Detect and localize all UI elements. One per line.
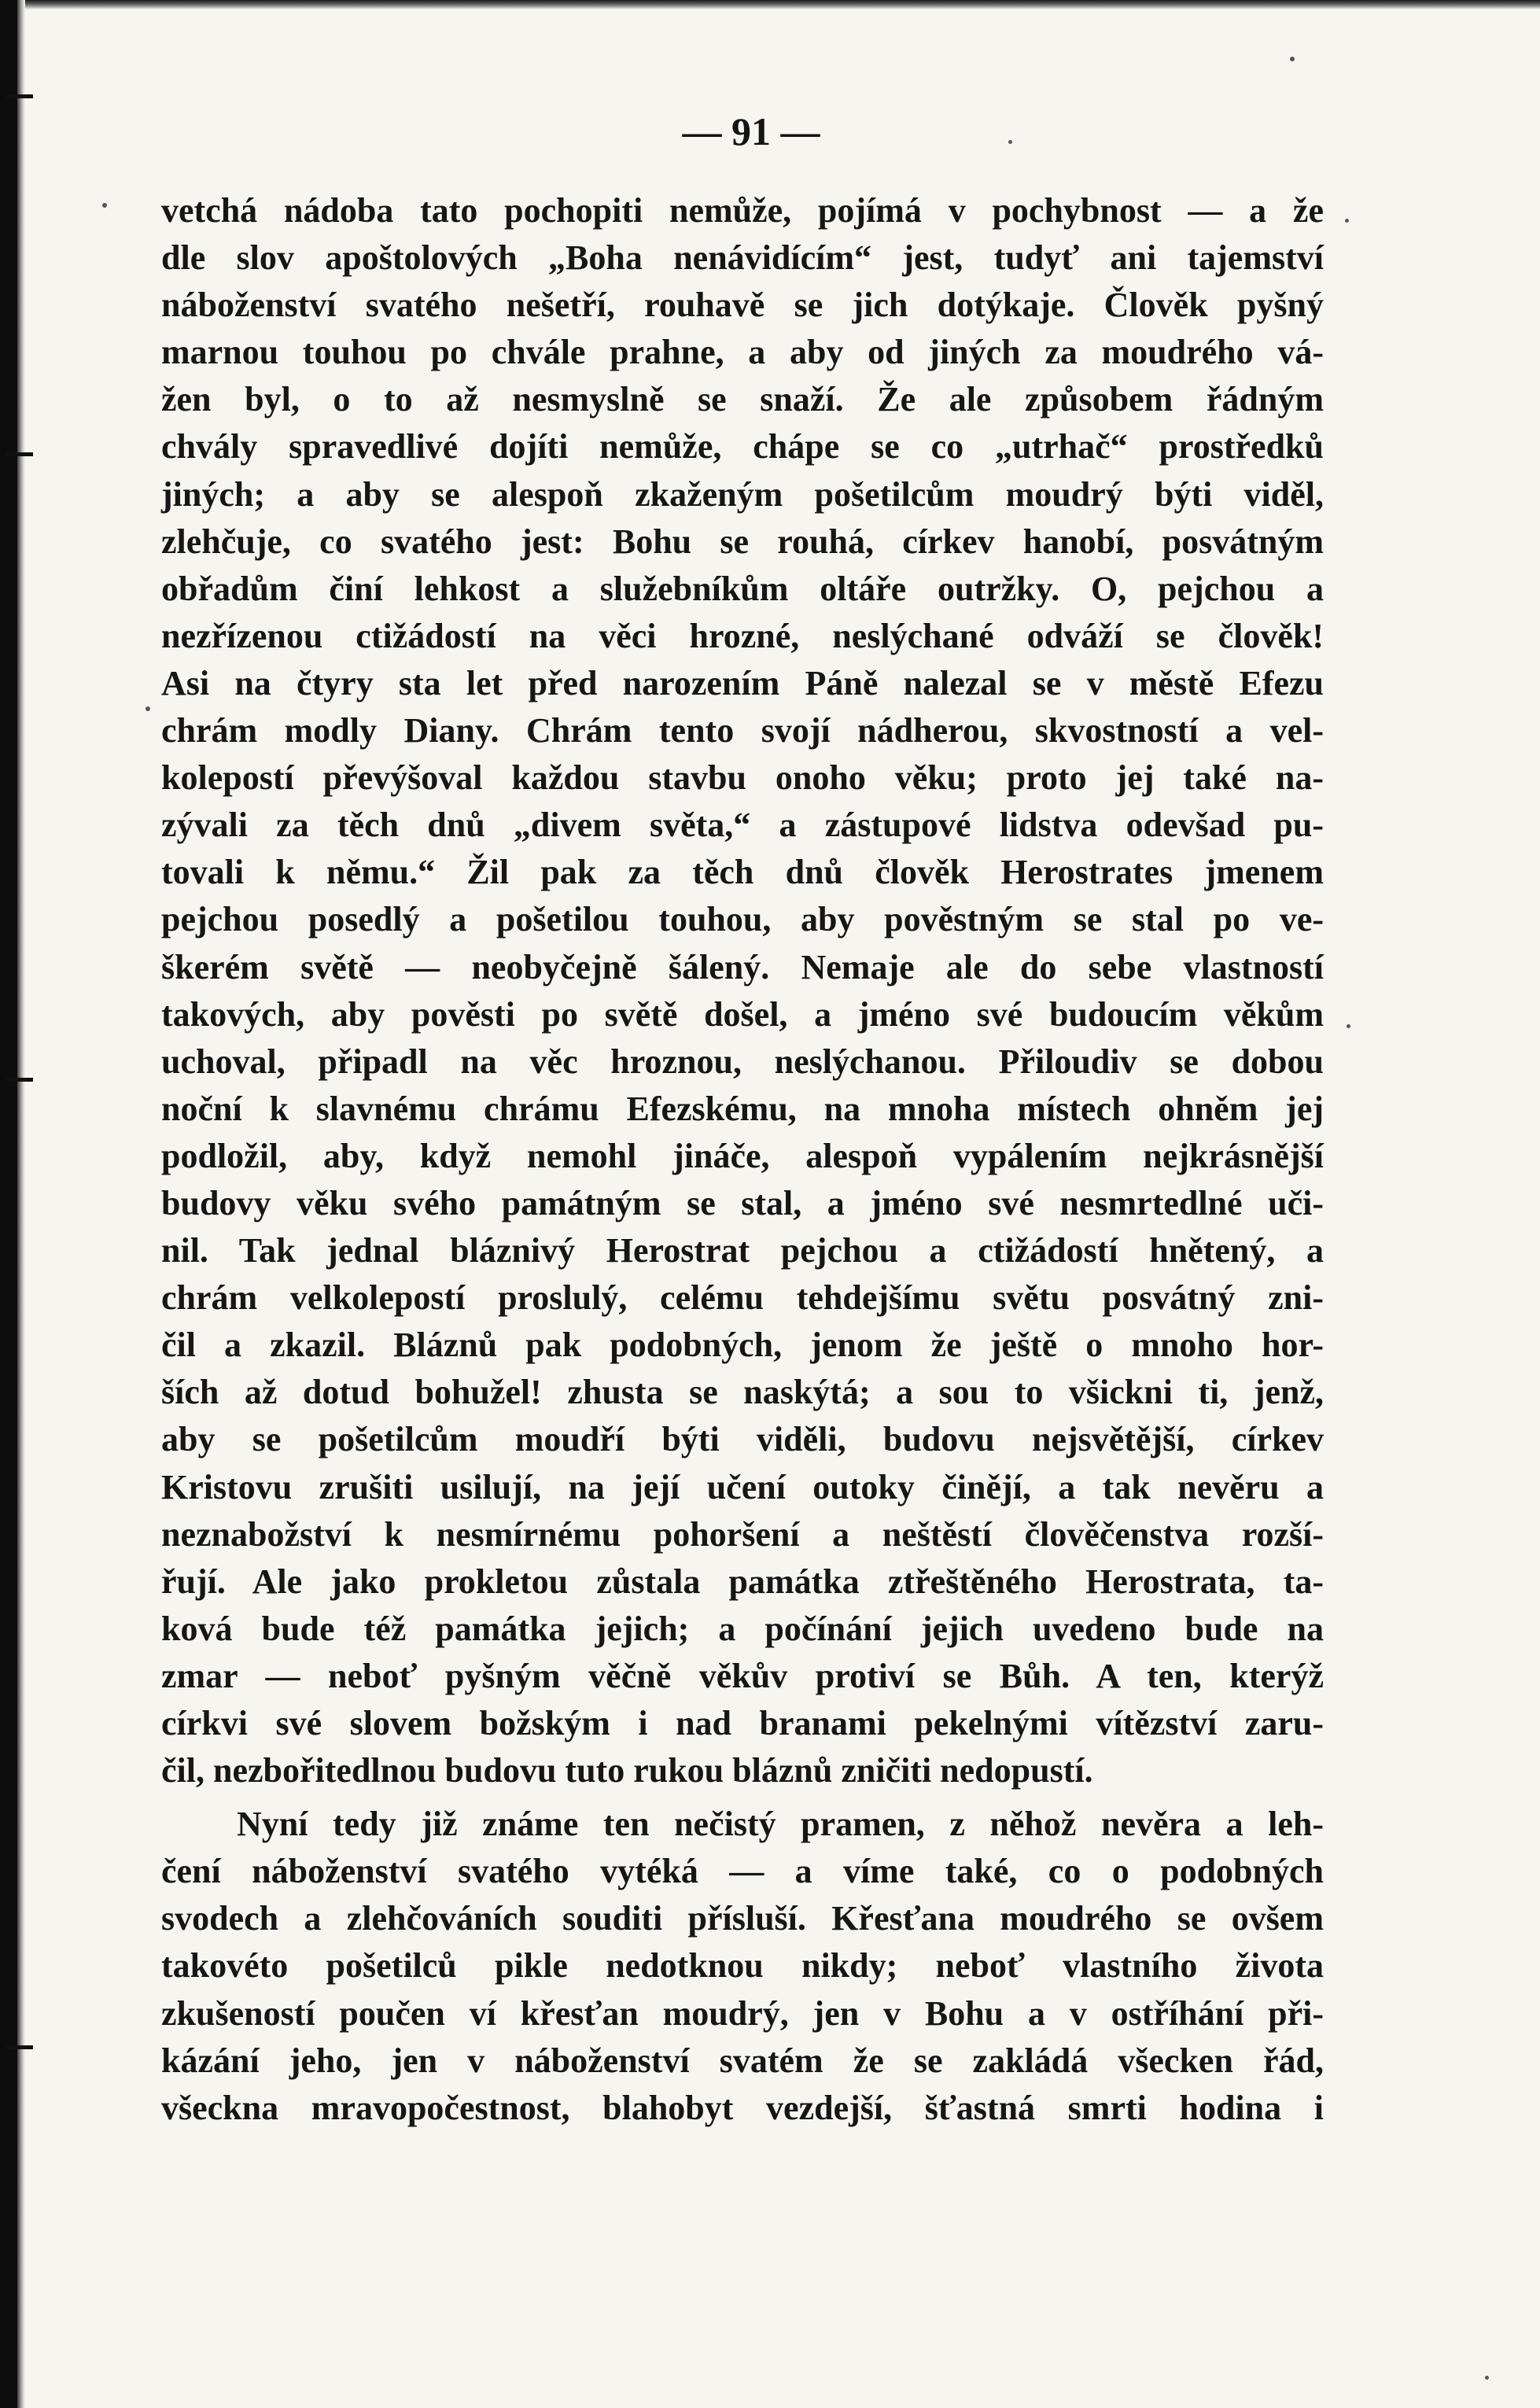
paragraph-2 — [161, 1801, 1324, 2132]
text-line: uchoval, připadl na věc hroznou, neslýchanou. Přiloudiv se dobou — [161, 1042, 1324, 1081]
text-line: zlehčuje, co svatého jest: Bohu se rouhá, církev hanobí, posvátným — [161, 522, 1324, 561]
text-line: takových, aby pověsti po světě došel, a jméno své budoucím věkům — [161, 994, 1324, 1034]
scan-top-edge — [0, 0, 1540, 9]
text-line: chrám velkolepostí proslulý, celému tehdejšímu světu posvátný zni- — [161, 1278, 1324, 1318]
paper-speck — [1347, 1024, 1350, 1028]
text-line: noční k slavnému chrámu Efezskému, na mnoha místech ohněm jej — [161, 1089, 1324, 1128]
text-line: kázání jeho, jen v náboženství svatém že se zakládá všecken řád, — [161, 2041, 1324, 2080]
text-line: kolepostí převýšoval každou stavbu onoho věku; proto jej také na- — [161, 758, 1324, 798]
text-line: pejchou posedlý a pošetilou touhou, aby pověstným se stal po ve- — [161, 900, 1324, 939]
text-line: všeckna mravopočestnost, blahobyt vezdejší, šťastná smrti hodina i — [161, 2088, 1324, 2127]
paper-speck — [146, 706, 150, 711]
text-line: škerém světě — neobyčejně šálený. Nemaje ale do sebe vlastností — [161, 947, 1324, 986]
binding-mark — [6, 94, 33, 98]
text-line: žen byl, o to až nesmyslně se snaží. Že ale způsobem řádným — [161, 380, 1324, 419]
text-line: chrám modly Diany. Chrám tento svojí nádherou, skvostností a vel- — [161, 711, 1324, 750]
text-line: církvi své slovem božským i nad branami pekelnými vítězství zaru- — [161, 1704, 1324, 1742]
text-line: vetchá nádoba tato pochopiti nemůže, pojímá v pochybnost — a že — [161, 191, 1324, 230]
text-line: řují. Ale jako prokletou zůstala památka ztřeštěného Herostrata, ta- — [161, 1562, 1324, 1601]
text-line: ková bude též památka jejich; a počínání jejich uvedeno bude na — [161, 1609, 1324, 1648]
text-line: zývali za těch dnů „divem světa,“ a zástupové lidstva odevšad pu- — [161, 806, 1324, 845]
text-line: čení náboženství svatého vytéká — a víme také, co o podobných — [161, 1852, 1324, 1891]
binding-mark — [6, 2045, 33, 2049]
text-line: Kristovu zrušiti usilují, na její učení outoky činějí, a tak nevěru a — [161, 1467, 1324, 1506]
text-line: zmar — neboť pyšným věčně věkův protiví se Bůh. A ten, kterýž — [161, 1656, 1324, 1695]
text-line: neznabožství k nesmírnému pohoršení a neštěstí člověčenstva rozší- — [161, 1514, 1324, 1554]
paper-speck — [1290, 57, 1295, 61]
text-line: podložil, aby, když nemohl jináče, alespoň vypálením nejkrásnější — [161, 1136, 1324, 1175]
text-line: nil. Tak jednal bláznivý Herostrat pejchou a ctižádostí hnětený, a — [161, 1231, 1324, 1270]
text-line: marnou touhou po chvále prahne, a aby od jiných za moudrého vá- — [161, 333, 1324, 372]
text-line: Nyní tedy již známe ten nečistý pramen, z něhož nevěra a leh- — [237, 1805, 1324, 1844]
paper-speck — [102, 203, 107, 208]
binding-mark — [6, 452, 33, 456]
text-line: aby se pošetilcům moudří býti viděli, budovu nejsvětější, církev — [161, 1420, 1324, 1459]
paper-speck — [1485, 2376, 1489, 2380]
body-text — [161, 187, 1324, 2132]
text-line: obřadům činí lehkost a služebníkům oltáře outržky. O, pejchou a — [161, 569, 1324, 608]
page-number: — 91 — — [682, 109, 820, 153]
text-line: náboženství svatého nešetří, rouhavě se jich dotýkaje. Člověk pyšný — [161, 286, 1324, 325]
text-line: dle slov apoštolových „Boha nenávidícím“ jest, tudyť ani tajemství — [161, 238, 1324, 278]
paragraph-1 — [161, 187, 1324, 1794]
text-line: budovy věku svého památným se stal, a jméno své nesmrtedlné uči- — [161, 1183, 1324, 1222]
text-line: čil a zkazil. Bláznů pak podobných, jenom že ještě o mnoho hor- — [161, 1326, 1324, 1365]
paper-speck — [1345, 219, 1349, 223]
text-line: takovéto pošetilců pikle nedotknou nikdy; neboť vlastního života — [161, 1946, 1324, 1986]
text-line: chvály spravedlivé dojíti nemůže, chápe se co „utrhač“ prostředků — [161, 427, 1324, 466]
binding-mark — [6, 1078, 33, 1082]
text-line: nezřízenou ctižádostí na věci hrozné, neslýchané odváží se člověk! — [161, 616, 1324, 655]
text-line: zkušeností poučen ví křesťan moudrý, jen v Bohu a v ostříhání při- — [161, 1993, 1324, 2033]
text-line: svodech a zlehčováních souditi přísluší. Křesťana moudrého se ovšem — [161, 1899, 1324, 1938]
text-line: jiných; a aby se alespoň zkaženým pošetilcům moudrý býti viděl, — [161, 474, 1324, 514]
text-line: čil, nezbořitedlnou budovu tuto rukou bláznů zničiti nedopustí. — [161, 1751, 1093, 1790]
text-line: tovali k němu.“ Žil pak za těch dnů člověk Herostrates jmenem — [161, 853, 1324, 892]
text-line: Asi na čtyry sta let před narozením Páně nalezal se v městě Efezu — [161, 663, 1324, 702]
text-line: ších až dotud bohužel! zhusta se naskýtá; a sou to všickni ti, jenž, — [161, 1373, 1324, 1412]
